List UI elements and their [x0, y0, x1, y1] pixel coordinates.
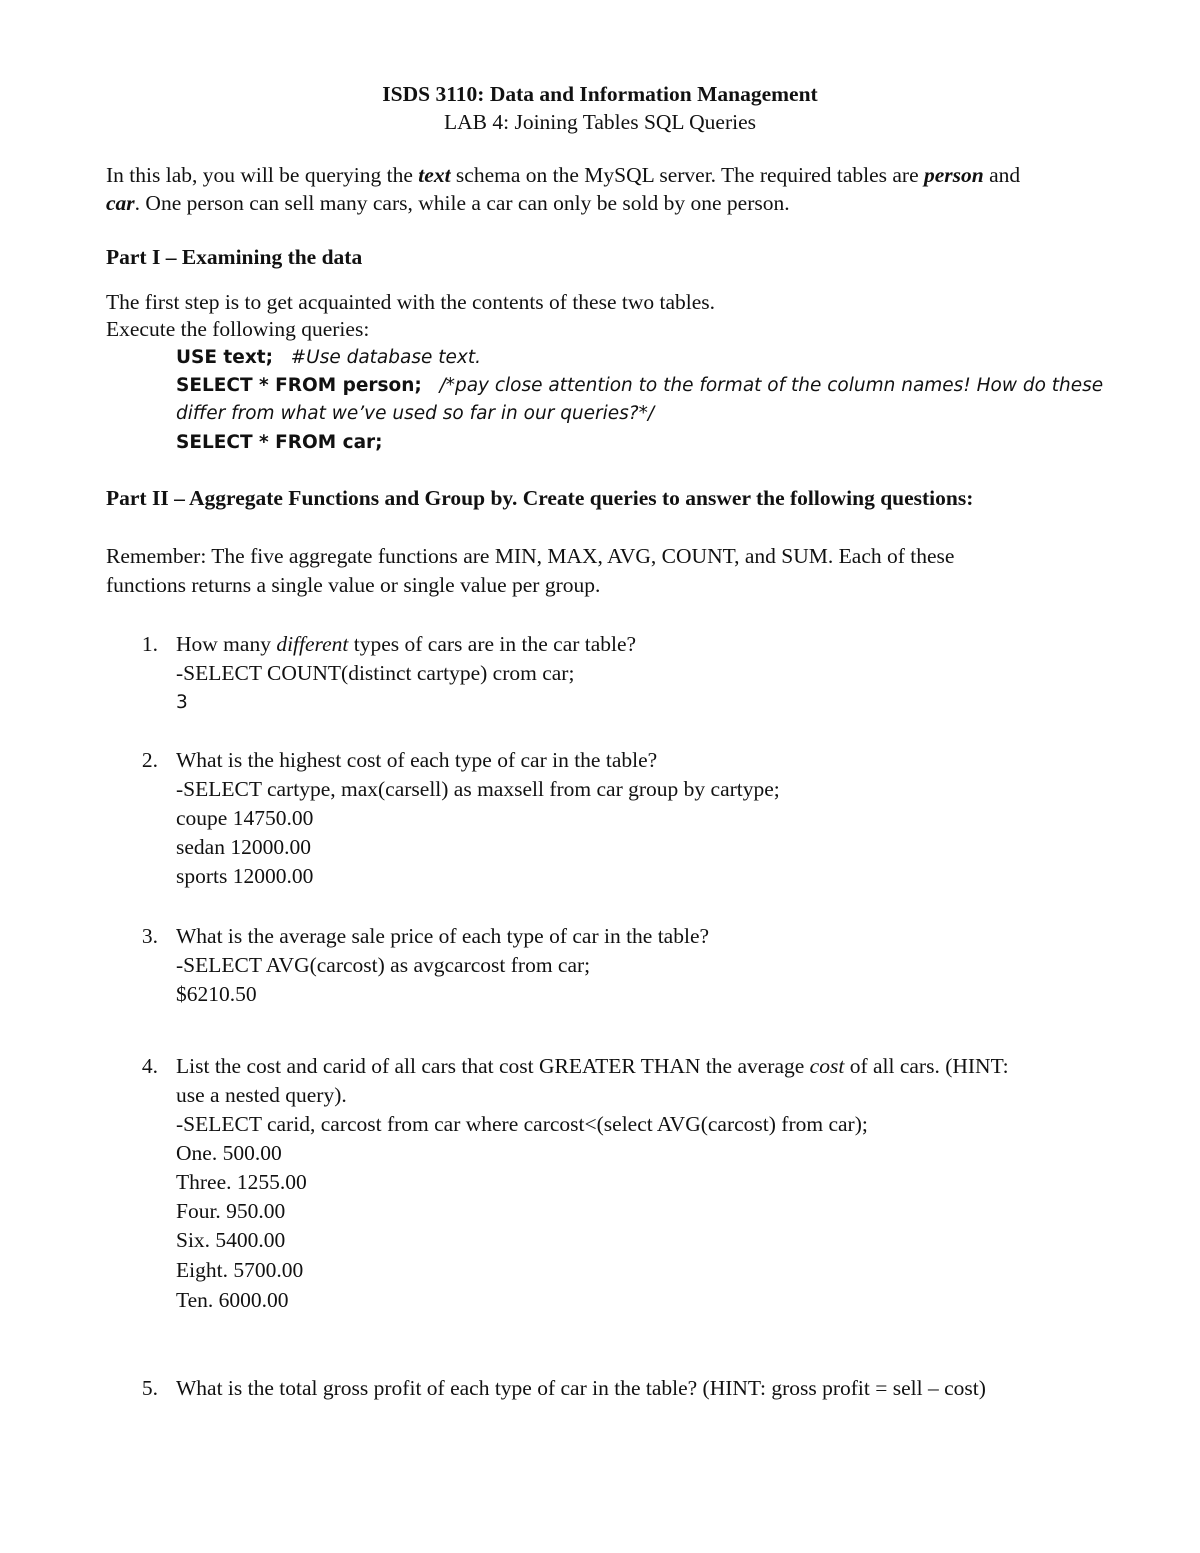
document-subtitle: LAB 4: Joining Tables SQL Queries — [443, 110, 756, 134]
question-number: 5. — [141, 1376, 158, 1400]
question-1-answer: 3 — [176, 692, 188, 713]
question-2-sql: -SELECT cartype, max(carsell) as maxsell from car group by cartype; — [176, 777, 780, 801]
answer-line: One. 500.00 — [176, 1141, 282, 1165]
answer-line: sports 12000.00 — [176, 864, 314, 888]
part2-remember-line-2: functions returns a single value or single value per group. — [106, 573, 601, 597]
part2-heading: Part II – Aggregate Functions and Group by. Create queries to answer the following questions: — [106, 486, 974, 510]
query-select-person: SELECT * FROM person; /*pay close attention to the format of the column names! How do these — [176, 375, 1104, 396]
part1-paragraph-2: Execute the following queries: — [106, 317, 370, 341]
answer-line: Six. 5400.00 — [176, 1228, 286, 1252]
question-number: 1. — [141, 632, 158, 656]
answer-line: Ten. 6000.00 — [176, 1288, 289, 1312]
schema-name: text — [418, 163, 451, 187]
answer-line: sedan 12000.00 — [176, 835, 311, 859]
question-number: 3. — [141, 924, 158, 948]
answer-line: Eight. 5700.00 — [176, 1258, 304, 1282]
query-use-text: USE text; #Use database text. — [176, 347, 481, 368]
document-title: ISDS 3110: Data and Information Management — [382, 82, 818, 106]
question-3-answer: $6210.50 — [176, 982, 257, 1006]
question-4-sql: -SELECT carid, carcost from car where carcost<(select AVG(carcost) from car); — [176, 1112, 868, 1136]
question-1-text: How many different types of cars are in the car table? — [176, 632, 637, 656]
question-number: 4. — [141, 1054, 158, 1078]
question-2-text: What is the highest cost of each type of car in the table? — [176, 748, 658, 772]
question-3-text: What is the average sale price of each type of car in the table? — [176, 924, 710, 948]
table-name-person: person — [924, 163, 984, 187]
query-comment: #Use database text. — [290, 347, 481, 368]
table-name-car: car — [106, 191, 135, 215]
part1-heading: Part I – Examining the data — [106, 245, 363, 269]
answer-line: Four. 950.00 — [176, 1199, 286, 1223]
answer-line: Three. 1255.00 — [176, 1170, 307, 1194]
query-select-car: SELECT * FROM car; — [176, 432, 383, 453]
question-4-text: List the cost and carid of all cars that cost GREATER THAN the average cost of all cars. (HINT: — [176, 1054, 1009, 1078]
part2-remember-line-1: Remember: The five aggregate functions are MIN, MAX, AVG, COUNT, and SUM. Each of these — [106, 544, 955, 568]
query-comment-continued: differ from what we’ve used so far in our queries?*/ — [176, 403, 655, 424]
question-4-text-continued: use a nested query). — [176, 1083, 347, 1107]
intro-line-2: car. One person can sell many cars, while a car can only be sold by one person. — [106, 191, 790, 215]
question-number: 2. — [141, 748, 158, 772]
query-comment: /*pay close attention to the format of the column names! How do these — [439, 375, 1104, 396]
intro-line-1: In this lab, you will be querying the text schema on the MySQL server. The required tables are person and — [106, 163, 1021, 187]
part1-paragraph-1: The first step is to get acquainted with the contents of these two tables. — [106, 290, 716, 314]
answer-line: coupe 14750.00 — [176, 806, 314, 830]
question-5-text: What is the total gross profit of each type of car in the table? (HINT: gross profit = sell – cost) — [176, 1376, 986, 1400]
question-1-sql: -SELECT COUNT(distinct cartype) crom car; — [176, 661, 575, 685]
question-3-sql: -SELECT AVG(carcost) as avgcarcost from car; — [176, 953, 591, 977]
